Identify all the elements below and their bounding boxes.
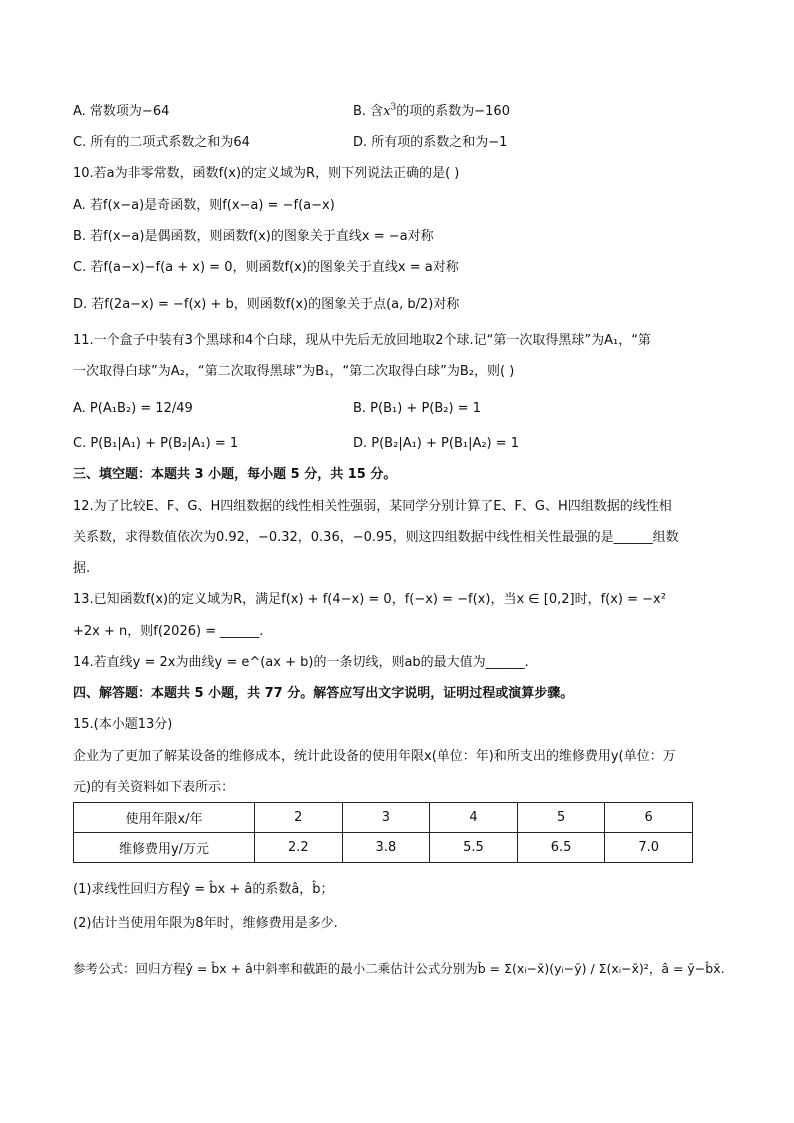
q10-option-b: B. 若f(x−a)是偶函数，则函数f(x)的图象关于直线x = −a对称 (73, 229, 434, 244)
q13-line2: +2x + n，则f(2026) = ______. (73, 624, 264, 639)
q10-stem: 10.若a为非零常数，函数f(x)的定义域为R，则下列说法正确的是( ) (73, 166, 460, 181)
q10-option-d: D. 若f(2a−x) = −f(x) + b，则函数f(x)的图象关于点(a, b/2)对称 (73, 297, 460, 312)
q11-stem-line2: 一次取得白球”为A₂，“第二次取得黑球”为B₁，“第二次取得白球”为B₂，则( ) (73, 364, 515, 379)
q15-line2: 元)的有关资料如下表所示： (73, 780, 235, 795)
table-cell: 2.2 (255, 833, 343, 863)
q15-title: 15.(本小题13分) (73, 717, 173, 732)
q11-option-d: D. P(B₂|A₁) + P(B₁|A₂) = 1 (353, 436, 520, 451)
q15-reference-formula: 参考公式：回归方程ŷ = b̂x + â中斜率和截距的最小二乘估计公式分别为b̂ = Σ(xᵢ−x̄)(yᵢ−ȳ) / Σ(xᵢ−x̄)²，â = ȳ−b̂x̄. (73, 961, 725, 976)
table-cell: 7.0 (605, 833, 693, 863)
q11-option-a: A. P(A₁B₂) = 12/49 (73, 401, 193, 416)
q10-option-a: A. 若f(x−a)是奇函数，则f(x−a) = −f(a−x) (73, 198, 335, 213)
q12-line1: 12.为了比较E、F、G、H四组数据的线性相关性强弱，某同学分别计算了E、F、G、H四组数据的线性相 (73, 499, 672, 514)
table-cell: 6 (605, 803, 693, 833)
table-cell: 维修费用y/万元 (74, 833, 255, 863)
q15-part1: (1)求线性回归方程ŷ = b̂x + â的系数â，b̂； (73, 882, 334, 897)
table-cell: 5.5 (430, 833, 518, 863)
q13-line1: 13.已知函数f(x)的定义域为R，满足f(x) + f(4−x) = 0，f(−x) = −f(x)，当x ∈ [0,2]时，f(x) = −x² (73, 592, 666, 607)
q15-line1: 企业为了更加了解某设备的维修成本，统计此设备的使用年限x(单位：年)和所支出的维修费用y(单位：万 (73, 749, 676, 764)
section-4-heading: 四、解答题：本题共 5 小题，共 77 分。解答应写出文字说明，证明过程或演算步骤。 (73, 686, 574, 701)
q11-option-b: B. P(B₁) + P(B₂) = 1 (353, 401, 481, 416)
table-cell: 2 (255, 803, 343, 833)
table-cell: 5 (517, 803, 605, 833)
q11-stem-line1: 11.一个盒子中装有3个黑球和4个白球，现从中先后无放回地取2个球.记“第一次取得黑球”为A₁，“第 (73, 333, 651, 348)
data-table (73, 802, 693, 863)
table-cell: 6.5 (517, 833, 605, 863)
q12-line2: 关系数，求得数值依次为0.92，−0.32，0.36，−0.95，则这四组数据中线性相关性最强的是______组数 (73, 530, 679, 545)
q9-option-a: A. 常数项为−64 (73, 104, 170, 119)
q9-option-c: C. 所有的二项式系数之和为64 (73, 135, 250, 150)
table-cell: 使用年限x/年 (74, 803, 255, 833)
q12-line3: 据. (73, 561, 91, 576)
q9-option-d: D. 所有项的系数之和为−1 (353, 135, 508, 150)
table-cell: 3.8 (342, 833, 430, 863)
q15-part2: (2)估计当使用年限为8年时，维修费用是多少. (73, 916, 338, 931)
table-cell: 4 (430, 803, 518, 833)
section-3-heading: 三、填空题：本题共 3 小题，每小题 5 分，共 15 分。 (73, 467, 397, 482)
q10-option-c: C. 若f(a−x)−f(a + x) = 0，则函数f(x)的图象关于直线x = a对称 (73, 260, 459, 275)
q9-option-b: B. 含$x^3$的项的系数为−160 (353, 102, 510, 119)
q11-option-c: C. P(B₁|A₁) + P(B₂|A₁) = 1 (73, 436, 239, 451)
table-row (74, 803, 693, 833)
table-cell: 3 (342, 803, 430, 833)
q14: 14.若直线y = 2x为曲线y = e^(ax + b)的一条切线，则ab的最大值为______. (73, 655, 529, 670)
table-row (74, 833, 693, 863)
